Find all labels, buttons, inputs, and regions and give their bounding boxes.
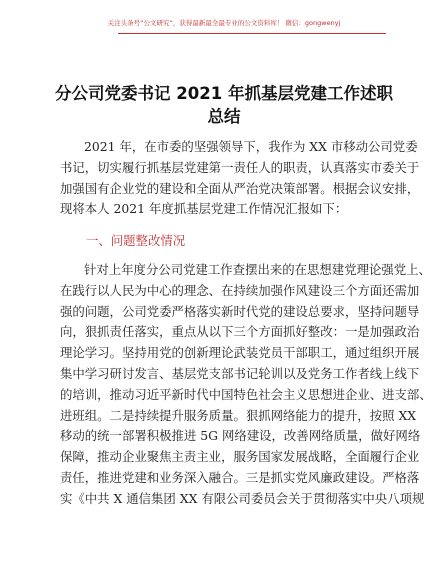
text-line: 的培训，推动习近平新时代中国特色社会主义思想进企业、进支部、 [60,386,432,402]
promo-banner: 关注头条号“公文研究”，获得最新最全最专业的公文资料库！ 微信：gongwenyj [107,19,341,27]
text-line: 书记，切实履行抓基层党建第一责任人的职责，认真落实市委关于 [60,159,420,175]
document-title-line-2: 总结 [207,107,241,126]
text-line: 强的问题，公司党委严格落实新时代党的建设总要求，坚持问题导 [60,303,420,319]
intro-paragraph [60,137,420,220]
text-line: 现将本人 2021 年度抓基层党建工作情况汇报如下： [60,201,348,217]
section-heading: 一、问题整改情况 [86,233,186,248]
text-line: 移动的统一部署积极推进 5G 网络建设，改善网络质量，做好网络 [60,428,421,444]
banner-divider [118,33,386,34]
text-line: 集中学习研讨发言、基层党支部书记轮训以及党务工作者线上线下 [60,365,420,381]
text-line: 保障，推动企业聚焦主责主业，服务国家发展战略，全面履行企业 [60,449,420,465]
text-line: 进班组。二是持续提升服务质量。狠抓网络能力的提升，按照 XX [60,407,417,423]
text-line: 向，狠抓责任落实，重点从以下三个方面抓好整改：一是加强政治 [60,324,420,340]
text-line: 2021 年，在市委的坚强领导下，我作为 XX 市移动公司党委 [84,139,418,154]
text-line: 实《中共 X 通信集团 XX 有限公司委员会关于贯彻落实中央八项规 [60,490,425,506]
body-paragraph [60,260,432,510]
text-line: 针对上年度分公司党建工作查摆出来的在思想建党理论强党上、 [84,262,431,277]
text-line: 在践行以人民为中心的理念、在持续加强作风建设三个方面还需加 [60,282,420,298]
text-line: 理论学习。坚持用党的创新理论武装党员干部职工，通过组织开展 [60,345,420,361]
text-line: 责任，推进党建和业务深入融合。三是抓实党风廉政建设。严格落 [60,469,420,485]
document-title-line-1: 分公司党委书记 2021 年抓基层党建工作述职 [55,84,393,103]
text-line: 加强国有企业党的建设和全面从严治党决策部署。根据会议安排， [60,180,420,196]
